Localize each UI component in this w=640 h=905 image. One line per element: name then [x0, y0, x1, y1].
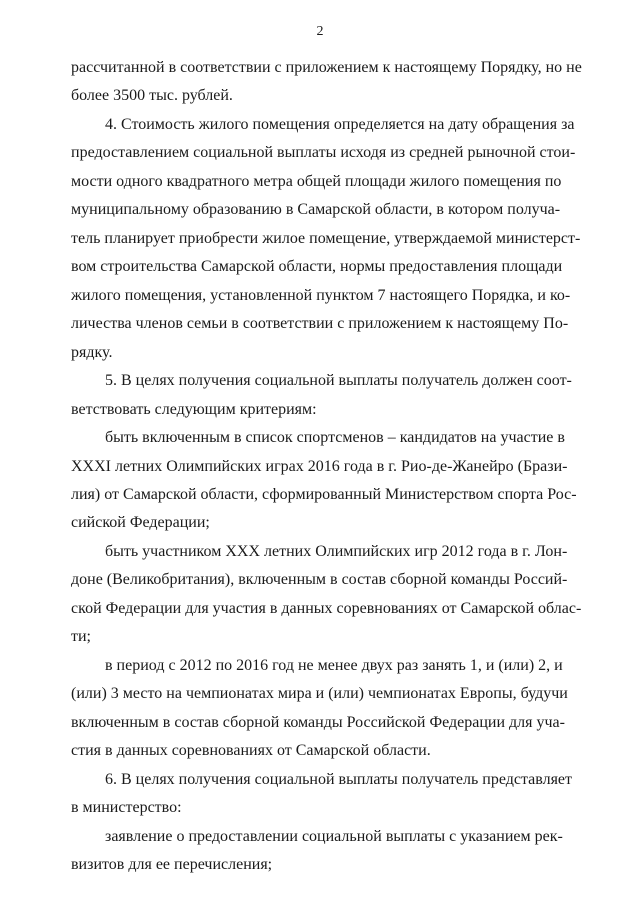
- text-line: сийской Федерации;: [71, 514, 210, 531]
- text-line: быть участником XXX летних Олимпийских игр 2012 года в г. Лон-: [105, 543, 568, 560]
- text-line: 6. В целях получения социальной выплаты получатель представляет: [105, 771, 573, 788]
- text-line: личества членов семьи в соответствии с приложением к настоящему По-: [71, 315, 569, 332]
- text-line: быть включенным в список спортсменов – кандидатов на участие в: [105, 429, 565, 446]
- text-line: рассчитанной в соответствии с приложением к настоящему Порядку, но не: [71, 59, 582, 76]
- text-line: вом строительства Самарской области, нормы предоставления площади: [71, 258, 563, 275]
- text-line: включенным в состав сборной команды Российской Федерации для уча-: [71, 714, 565, 731]
- text-line: тель планирует приобрести жилое помещение, утверждаемой министерст-: [71, 230, 581, 247]
- text-line: мости одного квадратного метра общей площади жилого помещения по: [71, 173, 562, 190]
- page-number: 2: [316, 24, 324, 39]
- text-line: более 3500 тыс. рублей.: [71, 87, 233, 104]
- text-line: жилого помещения, установленной пунктом 7 настоящего Порядка, и ко-: [71, 287, 571, 304]
- text-line: лия) от Самарской области, сформированный Министерством спорта Рос-: [71, 486, 577, 503]
- text-line: доне (Великобритания), включенным в состав сборной команды Россий-: [71, 571, 568, 588]
- text-line: (или) 3 место на чемпионатах мира и (или) чемпионатах Европы, будучи: [71, 685, 568, 702]
- text-line: в министерство:: [71, 799, 182, 816]
- text-line: XXXI летних Олимпийских играх 2016 года в г. Рио-де-Жанейро (Брази-: [71, 458, 568, 475]
- text-line: заявление о предоставлении социальной выплаты с указанием рек-: [105, 828, 563, 845]
- text-line: стия в данных соревнованиях от Самарской области.: [71, 742, 431, 759]
- text-line: ветствовать следующим критериям:: [71, 401, 317, 418]
- text-line: 5. В целях получения социальной выплаты получатель должен соот-: [105, 372, 572, 389]
- text-line: ской Федерации для участия в данных соревнованиях от Самарской облас-: [71, 600, 582, 617]
- text-line: в период с 2012 по 2016 год не менее двух раз занять 1, и (или) 2, и: [105, 657, 563, 674]
- text-line: предоставлением социальной выплаты исходя из средней рыночной стои-: [71, 144, 576, 161]
- text-line: визитов для ее перечисления;: [71, 856, 273, 873]
- text-line: 4. Стоимость жилого помещения определяется на дату обращения за: [105, 116, 575, 133]
- text-line: ти;: [71, 628, 91, 645]
- text-line: рядку.: [71, 344, 113, 361]
- text-line: муниципальному образованию в Самарской области, в котором получа-: [71, 201, 561, 218]
